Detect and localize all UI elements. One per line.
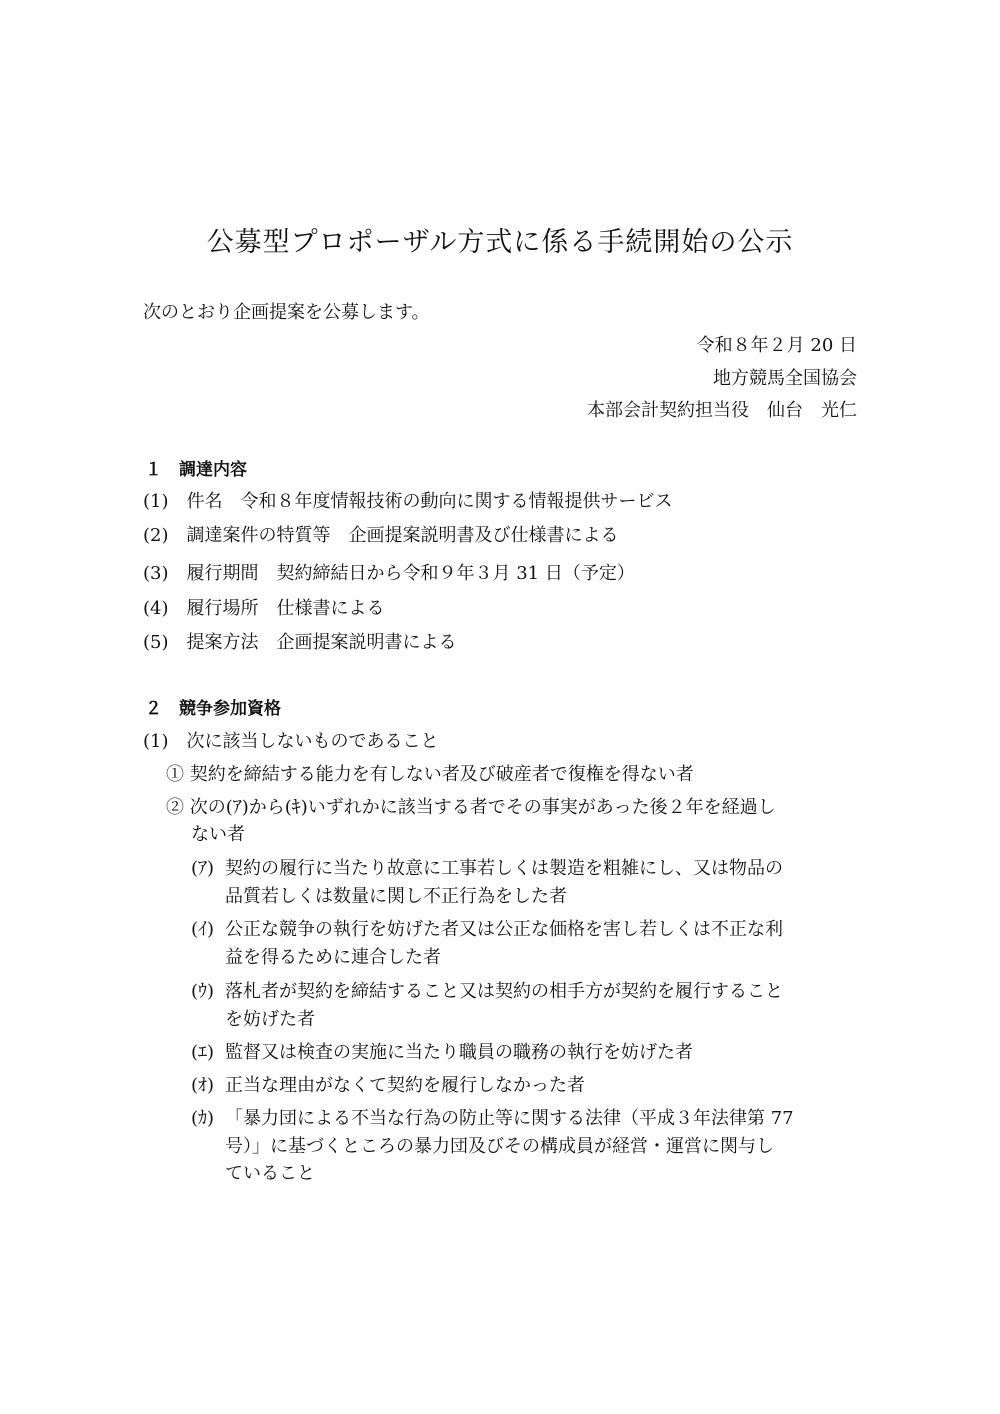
subitem-text-line: を妨げた者 [225,1009,315,1030]
intro-text: 次のとおり企画提案を公募します。 [143,302,430,323]
section-2-sub-2-line-2: ない者 [191,824,245,845]
document-title: 公募型プロポーザル方式に係る手続開始の公示 [206,227,794,258]
subitem-mark: (ｴ) [191,1042,215,1063]
organization: 地方競馬全国協会 [713,368,857,389]
section-2-sub-2-line-1: ② 次の(ｱ)から(ｷ)いずれかに該当する者でその事実があった後２年を経過し [166,797,776,818]
subitem-mark: (ｵ) [191,1075,215,1096]
signer: 本部会計契約担当役 仙台 光仁 [587,400,857,421]
subitem-text-line: 正当な理由がなくて契約を履行しなかった者 [225,1075,585,1096]
subitem-text-line: 公正な競争の執行を妨げた者又は公正な価格を害し若しくは不正な利 [225,919,783,940]
subitem-text-line: 益を得るために連合した者 [225,947,441,968]
section-2-sub-1: ① 契約を締結する能力を有しない者及び破産者で復権を得ない者 [166,764,694,785]
subitem-mark: (ｲ) [191,919,215,940]
subitem-text-line: 監督又は検査の実施に当たり職員の職務の執行を妨げた者 [225,1042,693,1063]
date: 令和８年２月 20 日 [696,335,857,356]
subitem-mark: (ｱ) [191,858,215,879]
section-1-item-3: (3) 履行期間 契約締結日から令和９年３月 31 日（予定） [143,563,635,584]
subitem-mark: (ｳ) [191,981,215,1002]
subitem-text-line: 品質若しくは数量に関し不正行為をした者 [225,886,567,907]
subitem-mark: (ｶ) [191,1108,215,1129]
subitem-text-line: 契約の履行に当たり故意に工事若しくは製造を粗雑にし、又は物品の [225,858,783,879]
section-2-heading: ２ 競争参加資格 [145,699,281,719]
section-1-item-1: (1) 件名 令和８年度情報技術の動向に関する情報提供サービス [143,491,673,512]
section-2-item-1: (1) 次に該当しないものであること [143,731,439,752]
section-1-item-4: (4) 履行場所 仕様書による [143,598,385,619]
subitem-text-line: 号）」に基づくところの暴力団及びその構成員が経営・運営に関与し [225,1136,774,1157]
subitem-text-line: 落札者が契約を締結すること又は契約の相手方が契約を履行すること [225,981,783,1002]
section-1-heading: １ 調達内容 [145,460,247,480]
section-1-item-5: (5) 提案方法 企画提案説明書による [143,632,457,653]
section-1-item-2: (2) 調達案件の特質等 企画提案説明書及び仕様書による [143,525,619,546]
subitem-text-line: ていること [225,1163,315,1184]
subitem-text-line: 「暴力団による不当な行為の防止等に関する法律（平成３年法律第 77 [225,1108,794,1129]
